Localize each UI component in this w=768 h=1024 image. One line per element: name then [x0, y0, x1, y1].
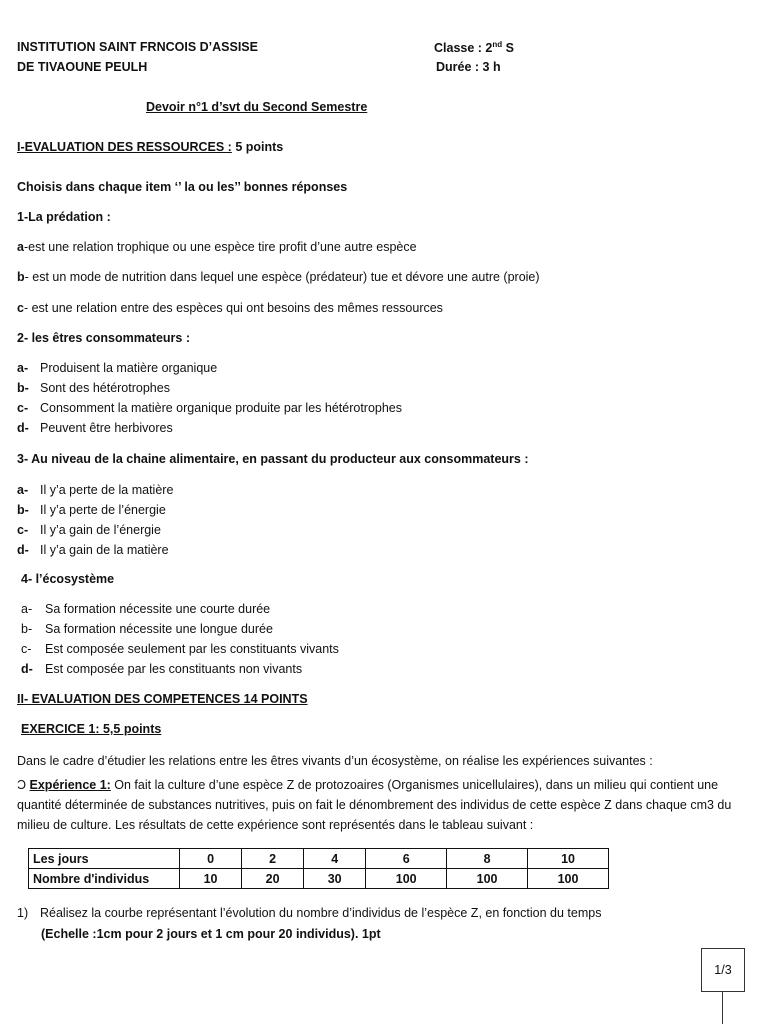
- table-cell: 100: [366, 869, 447, 889]
- question-1: 1) Réalisez la courbe représentant l’évolution du nombre d’individus de l’espèce Z, en fonction du temps: [17, 906, 602, 920]
- section2-heading: II- EVALUATION DES COMPETENCES 14 POINTS: [17, 692, 308, 706]
- q4-option-c: c- Est composée seulement par les constituants vivants: [21, 642, 339, 656]
- table-cell: 6: [366, 849, 447, 869]
- q3-option-b: b- Il y’a perte de l’énergie: [17, 503, 166, 517]
- table-row: [29, 869, 609, 889]
- q4-option-a: a- Sa formation nécessite une courte durée: [21, 602, 271, 616]
- table-cell: 20: [242, 869, 304, 889]
- q1-option-a: a-est une relation trophique ou une espèce tire profit d’une autre espèce: [17, 240, 417, 254]
- q2-option-d: d- Peuvent être herbivores: [17, 421, 173, 435]
- q2-option-c: c- Consomment la matière organique produite par les hétérotrophes: [17, 401, 403, 415]
- table-header-cell: Nombre d'individus: [29, 869, 180, 889]
- question-2-title: 2- les êtres consommateurs :: [17, 331, 190, 345]
- question-4-title: 4- l’écosystème: [21, 572, 115, 586]
- table-cell: 8: [447, 849, 528, 869]
- q4-options: [21, 599, 339, 679]
- class-label: Classe : 2nd S: [434, 40, 514, 56]
- question-1-scale: (Echelle :1cm pour 2 jours et 1 cm pour 20 individus). 1pt: [41, 927, 381, 941]
- document-title: Devoir n°1 d’svt du Second Semestre: [146, 100, 368, 114]
- q4-option-d: d- Est composée par les constituants non vivants: [21, 662, 303, 676]
- q3-options: [17, 480, 173, 560]
- exercise-1-title: EXERCICE 1: 5,5 points: [21, 722, 162, 736]
- q2-options: [17, 358, 402, 438]
- table-cell: 100: [447, 869, 528, 889]
- table-row: [29, 849, 609, 869]
- page-number: 1/3: [701, 948, 745, 992]
- page-number-connector: [722, 991, 723, 1024]
- school-name-line1: INSTITUTION SAINT FRNCOIS D’ASSISE: [17, 40, 258, 54]
- table-cell: 4: [304, 849, 366, 869]
- q2-option-b: b- Sont des hétérotrophes: [17, 381, 170, 395]
- table-cell: 30: [304, 869, 366, 889]
- instruction-text: Choisis dans chaque item ‘’ la ou les’’ bonnes réponses: [17, 180, 348, 194]
- table-cell: 0: [180, 849, 242, 869]
- table-header-cell: Les jours: [29, 849, 180, 869]
- results-table: [28, 848, 609, 889]
- table-cell: 2: [242, 849, 304, 869]
- q3-option-a: a- Il y’a perte de la matière: [17, 483, 174, 497]
- table-cell: 10: [528, 849, 609, 869]
- q4-option-b: b- Sa formation nécessite une longue durée: [21, 622, 273, 636]
- duration-label: Durée : 3 h: [436, 60, 501, 74]
- question-1-title: 1-La prédation :: [17, 210, 111, 224]
- q3-option-c: c- Il y’a gain de l’énergie: [17, 523, 161, 537]
- exercise-intro: Dans le cadre d’étudier les relations entre les êtres vivants d’un écosystème, on réalise les expériences suivantes :: [17, 754, 653, 768]
- q1-option-c: c- est une relation entre des espèces qui ont besoins des mêmes ressources: [17, 301, 443, 315]
- q2-option-a: a- Produisent la matière organique: [17, 361, 218, 375]
- q1-option-b: b- est un mode de nutrition dans lequel une espèce (prédateur) tue et dévore une autre (proie): [17, 270, 540, 284]
- section1-heading: I-EVALUATION DES RESSOURCES : 5 points: [17, 140, 284, 154]
- school-name-line2: DE TIVAOUNE PEULH: [17, 60, 148, 74]
- q3-option-d: d- Il y’a gain de la matière: [17, 543, 169, 557]
- question-3-title: 3- Au niveau de la chaine alimentaire, en passant du producteur aux consommateurs :: [17, 452, 529, 466]
- experience-1-text: Ͻ Expérience 1: On fait la culture d’une espèce Z de protozoaires (Organismes unicellulaires), dans un milieu qui contient une quantité déterminée de substances nutritives, puis on fait le dénombrement des individus de cette espèce Z dans chaque cm3 du milieu de culture. Les résultats de cette expérience sont représentés dans le tableau suivant :: [17, 778, 732, 832]
- table-cell: 10: [180, 869, 242, 889]
- table-cell: 100: [528, 869, 609, 889]
